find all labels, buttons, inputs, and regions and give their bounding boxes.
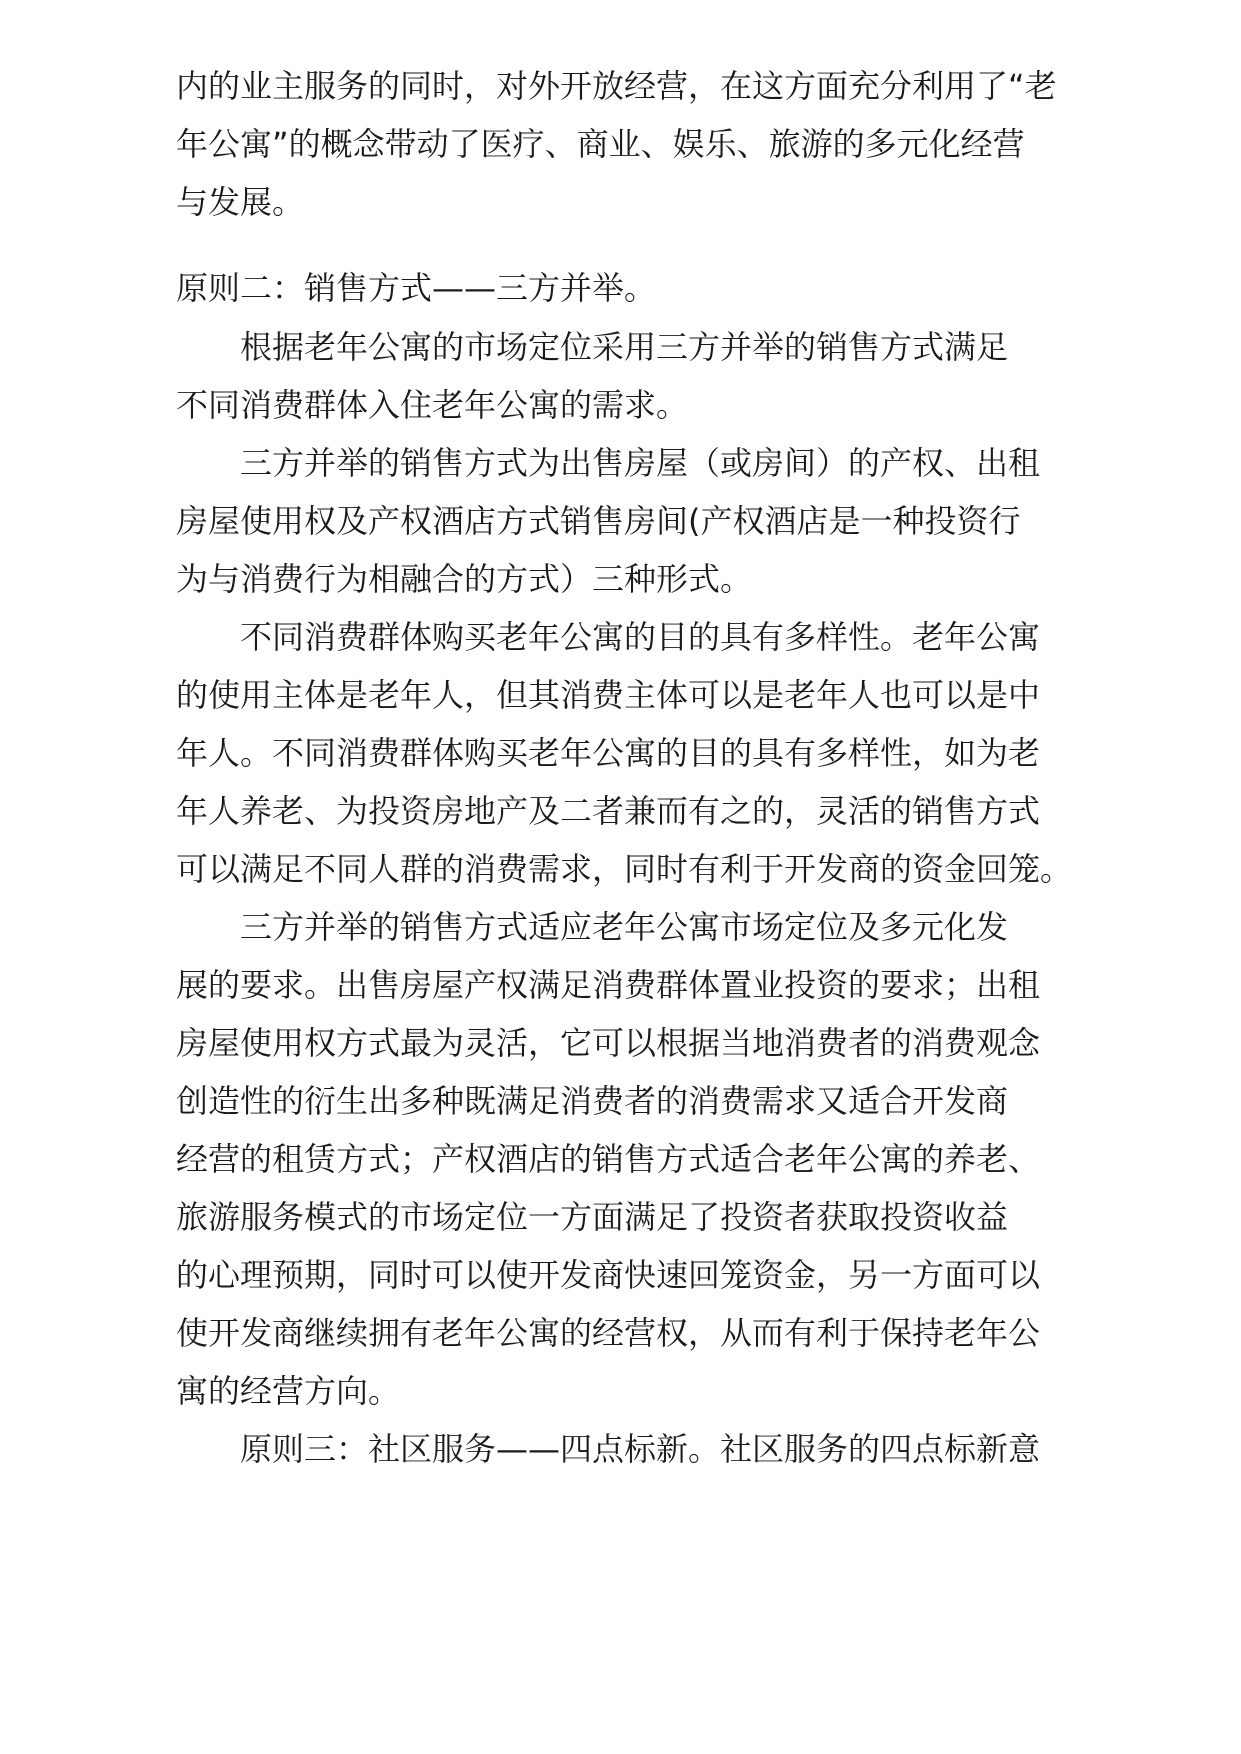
text-line: 使开发商继续拥有老年公寓的经营权，从而有利于保持老年公 <box>176 1314 1041 1352</box>
text-line: 的使用主体是老年人，但其消费主体可以是老年人也可以是中 <box>176 676 1041 714</box>
text-line: 年公寓”的概念带动了医疗、商业、娱乐、旅游的多元化经营 <box>176 125 1025 163</box>
section-heading: 原则二：销售方式——三方并举。 <box>176 269 657 307</box>
text-line: 创造性的衍生出多种既满足消费者的消费需求又适合开发商 <box>176 1082 1009 1120</box>
text-line: 三方并举的销售方式适应老年公寓市场定位及多元化发 <box>240 908 1009 946</box>
text-line: 经营的租赁方式；产权酒店的销售方式适合老年公寓的养老、 <box>176 1140 1041 1178</box>
text-line: 与发展。 <box>176 183 305 221</box>
text-line: 不同消费群体入住老年公寓的需求。 <box>176 386 689 424</box>
text-line: 内的业主服务的同时，对外开放经营，在这方面充分利用了“老 <box>176 67 1057 105</box>
section-heading: 原则三：社区服务——四点标新。社区服务的四点标新意 <box>240 1430 1041 1468</box>
text-line: 三方并举的销售方式为出售房屋（或房间）的产权、出租 <box>240 444 1041 482</box>
text-line: 根据老年公寓的市场定位采用三方并举的销售方式满足 <box>240 328 1009 366</box>
text-line: 房屋使用权方式最为灵活，它可以根据当地消费者的消费观念 <box>176 1024 1041 1062</box>
text-line: 的心理预期，同时可以使开发商快速回笼资金，另一方面可以 <box>176 1256 1041 1294</box>
text-line: 不同消费群体购买老年公寓的目的具有多样性。老年公寓 <box>240 618 1041 656</box>
text-line: 年人。不同消费群体购买老年公寓的目的具有多样性，如为老 <box>176 734 1041 772</box>
text-line: 为与消费行为相融合的方式）三种形式。 <box>176 560 753 598</box>
text-line: 房屋使用权及产权酒店方式销售房间(产权酒店是一种投资行 <box>176 502 1021 540</box>
text-line: 年人养老、为投资房地产及二者兼而有之的，灵活的销售方式 <box>176 792 1041 830</box>
text-line: 展的要求。出售房屋产权满足消费群体置业投资的要求；出租 <box>176 966 1041 1004</box>
text-line: 旅游服务模式的市场定位一方面满足了投资者获取投资收益 <box>176 1198 1009 1236</box>
text-line: 寓的经营方向。 <box>176 1372 401 1410</box>
text-line: 可以满足不同人群的消费需求，同时有利于开发商的资金回笼。 <box>176 850 1073 888</box>
